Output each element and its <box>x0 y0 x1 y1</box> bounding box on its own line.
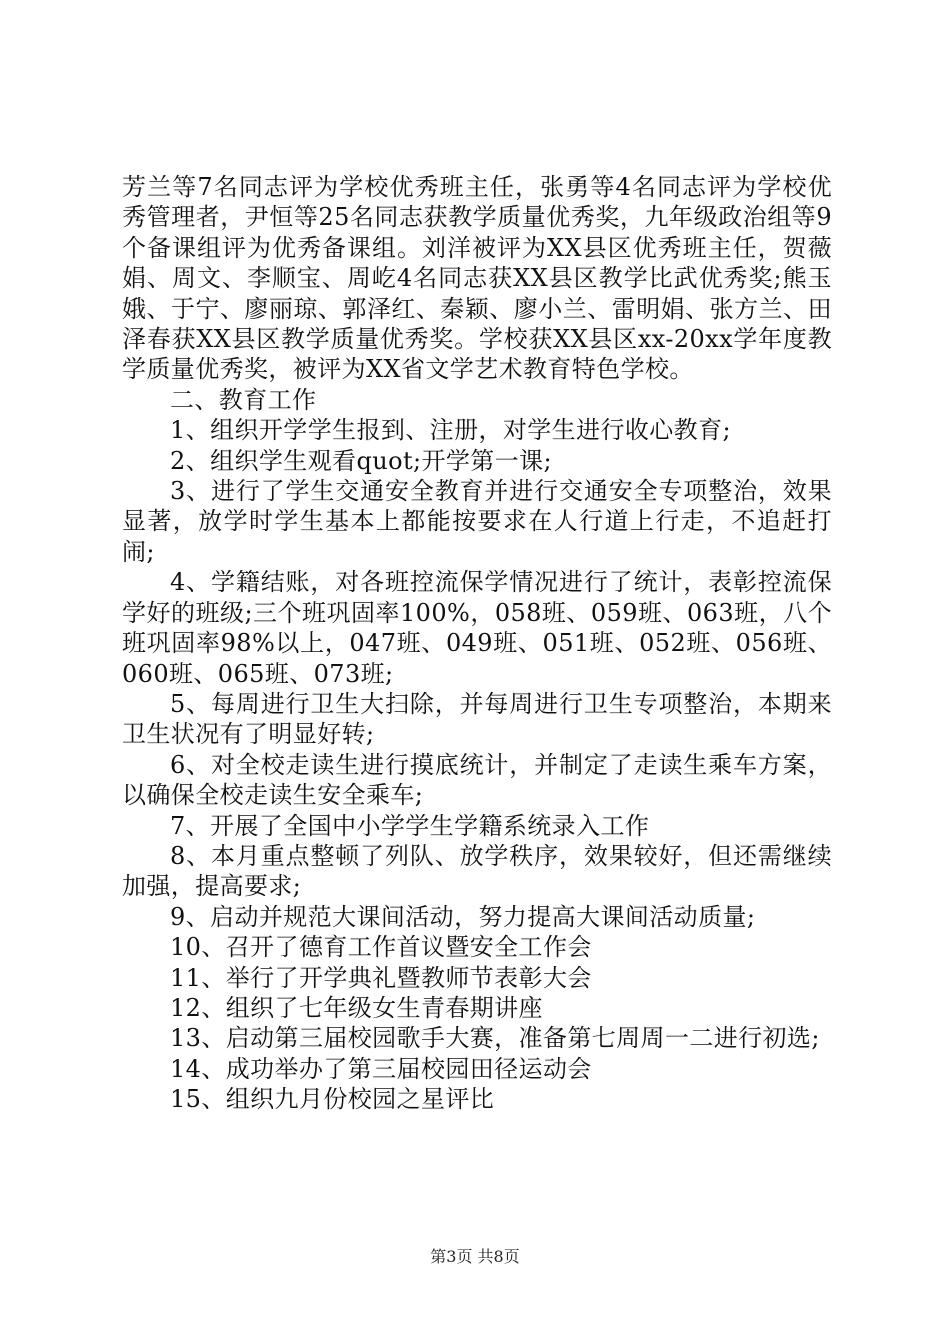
list-item: 13、启动第三届校园歌手大赛，准备第七周周一二进行初选; <box>170 1024 820 1053</box>
list-item: 4、学籍结账，对各班控流保学情况进行了统计，表彰控流保学好的班级;三个班巩固率100%，058班、059班、063班，八个班巩固率98%以上，047班、049班、051班、052班、056班、060班、065班、073班; <box>122 568 832 688</box>
section-heading: 二、教育工作 <box>170 385 317 414</box>
intro-paragraph: 芳兰等7名同志评为学校优秀班主任，张勇等4名同志评为学校优秀管理者，尹恒等25名同志获教学质量优秀奖，九年级政治组等9个备课组评为优秀备课组。刘洋被评为XX县区优秀班主任，贺薇娟、周文、李顺宝、周屹4名同志获XX县区教学比武优秀奖;熊玉娥、于宁、廖丽琼、郭泽红、秦颖、廖小兰、雷明娟、张方兰、田泽春获XX县区教学质量优秀奖。学校获XX县区xx-20xx学年度教学质量优秀奖，被评为XX省文学艺术教育特色学校。 <box>122 173 832 384</box>
list-item: 5、每周进行卫生大扫除，并每周进行卫生专项整治，本期来卫生状况有了明显好转; <box>122 689 832 749</box>
list-item: 9、启动并规范大课间活动，努力提高大课间活动质量; <box>170 902 756 931</box>
document-body <box>122 172 832 1115</box>
list-item: 10、召开了德育工作首议暨安全工作会 <box>170 933 592 962</box>
list-item: 11、举行了开学典礼暨教师节表彰大会 <box>170 963 592 992</box>
page-indicator: 第3页 共8页 <box>430 1247 520 1266</box>
list-item: 12、组织了七年级女生青春期讲座 <box>170 993 543 1022</box>
list-item: 15、组织九月份校园之星评比 <box>170 1085 495 1114</box>
list-item: 2、组织学生观看quot;开学第一课; <box>170 446 552 475</box>
list-item: 1、组织开学学生报到、注册，对学生进行收心教育; <box>170 416 731 445</box>
page-footer <box>0 1244 950 1267</box>
list-item: 6、对全校走读生进行摸底统计，并制定了走读生乘车方案，以确保全校走读生安全乘车; <box>122 750 832 810</box>
list-item: 7、开展了全国中小学学生学籍系统录入工作 <box>170 811 650 840</box>
list-item: 8、本月重点整顿了列队、放学秩序，效果较好，但还需继续加强，提高要求; <box>122 841 832 901</box>
list-item: 14、成功举办了第三届校园田径运动会 <box>170 1054 592 1083</box>
list-item: 3、进行了学生交通安全教育并进行交通安全专项整治，效果显著，放学时学生基本上都能按要求在人行道上行走，不追赶打闹; <box>122 477 832 566</box>
